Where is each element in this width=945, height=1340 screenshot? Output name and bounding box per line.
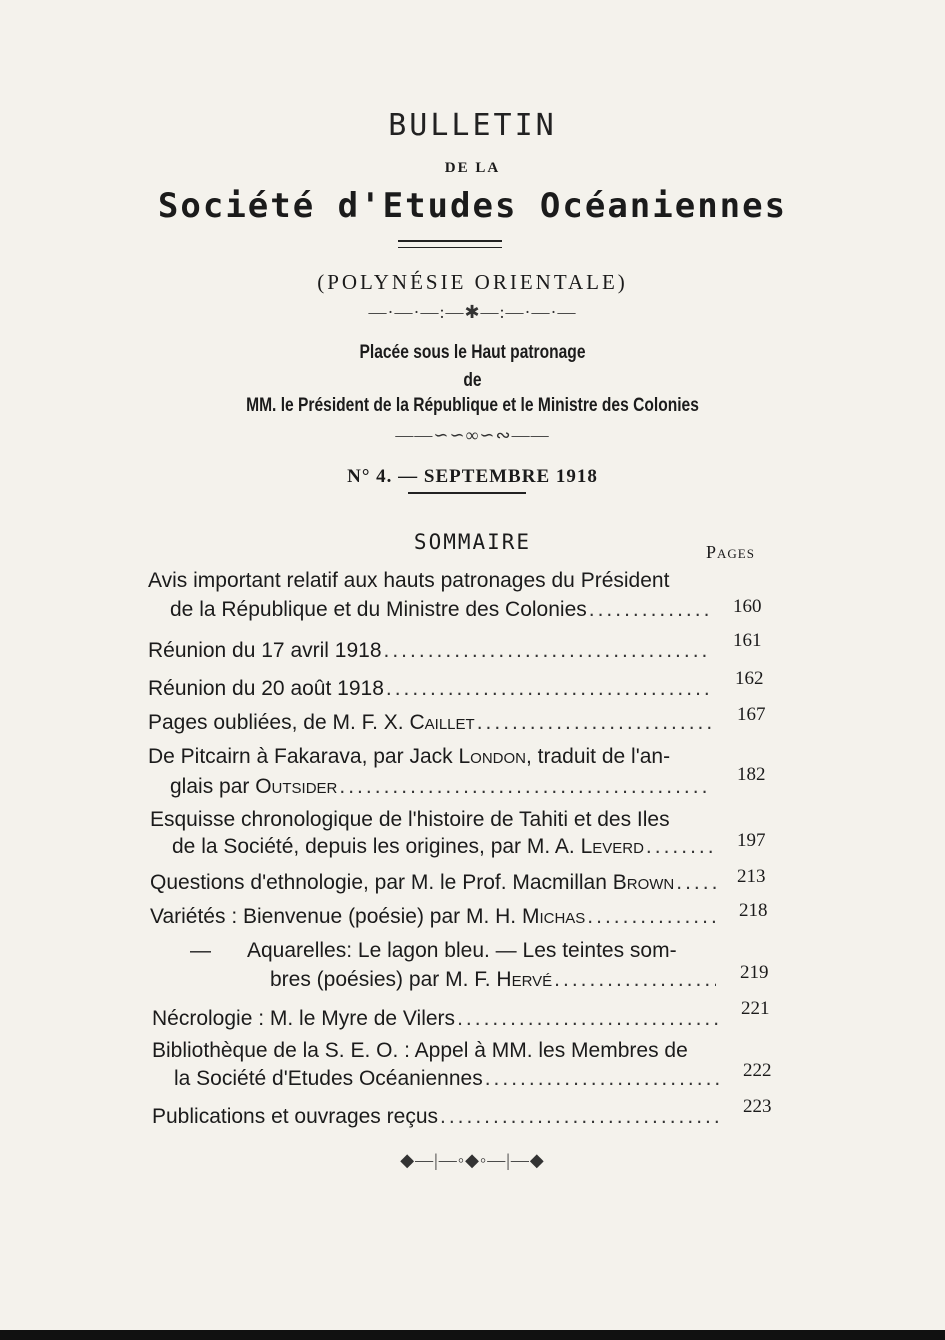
double-rule-divider <box>398 240 502 248</box>
toc-page-number: 182 <box>737 764 766 785</box>
toc-entry-text: la Société d'Etudes Océaniennes <box>174 1067 483 1090</box>
subtitle-region: (POLYNÉSIE ORIENTALE) <box>317 270 628 294</box>
toc-entry-text: Esquisse chronologique de l'histoire de Tahiti et des Iles <box>150 808 670 831</box>
toc-page-number: 223 <box>743 1096 772 1117</box>
toc-entry-7 <box>150 870 720 896</box>
bulletin-heading: BULLETIN <box>388 108 557 143</box>
patronage-line-1: Placée sous le Haut patronage <box>359 342 586 363</box>
toc-entry-9-line-1 <box>190 938 730 964</box>
toc-page-number: 162 <box>735 668 764 689</box>
toc-entry-text <box>270 967 552 993</box>
toc-entry-1-line-1 <box>148 568 713 594</box>
toc-page-number: 221 <box>741 998 770 1019</box>
toc-page-number: 160 <box>733 596 762 617</box>
toc-entry-text: Avis important relatif aux hauts patronages du Président <box>148 569 670 592</box>
toc-page-number: 197 <box>737 830 766 851</box>
dot-leader <box>477 710 712 736</box>
toc-ditto-dash: — <box>190 939 211 962</box>
toc-author: Caillet <box>409 711 475 734</box>
toc-author: Brown <box>612 871 675 894</box>
toc-entry-text: , traduit de l'an- <box>525 745 671 768</box>
toc-entry-5-line-1 <box>148 744 718 770</box>
dot-leader <box>554 967 716 993</box>
toc-entry-text-part: de la Société, depuis les origines, par M. A. <box>172 835 581 858</box>
toc-page-number: 219 <box>740 962 769 983</box>
toc-entry-text: Aquarelles: Le lagon bleu. — Les teintes som- <box>247 939 677 962</box>
toc-entry-11-line-2 <box>174 1066 720 1092</box>
patronage-line-3: MM. le Président de la République et le Ministre des Colonies <box>246 395 699 416</box>
toc-entry-10 <box>152 1006 718 1032</box>
toc-entry-text-part: glais par <box>170 775 256 798</box>
dot-leader <box>386 676 712 702</box>
toc-entry-text <box>170 774 337 800</box>
toc-author: Outsider <box>255 775 338 798</box>
toc-page-number: 167 <box>737 704 766 725</box>
toc-entry-4 <box>148 710 712 736</box>
dot-leader <box>457 1006 718 1032</box>
dot-leader <box>339 774 712 800</box>
toc-entry-text: de la République et du Ministre des Colonies <box>170 598 587 621</box>
toc-entry-6-line-1 <box>150 807 715 833</box>
toc-entry-9-line-2 <box>270 967 716 993</box>
toc-entry-1-line-2 <box>170 597 712 623</box>
dot-leader <box>589 597 712 623</box>
toc-entry-text <box>150 904 585 930</box>
society-title: Société d'Etudes Océaniennes <box>157 186 788 226</box>
toc-entry-2 <box>148 638 712 664</box>
toc-entry-text-part: Questions d'ethnologie, par M. le Prof. Macmillan <box>150 871 613 894</box>
toc-author: Michas <box>521 905 586 928</box>
toc-entry-text <box>172 834 644 860</box>
dot-leader <box>646 834 714 860</box>
dot-leader <box>676 870 720 896</box>
toc-entry-text: Réunion du 17 avril 1918 <box>148 639 382 662</box>
ornament-divider-bottom: ◆—|—◦◆◦—|—◆ <box>400 1150 545 1170</box>
scan-bottom-edge <box>0 1330 945 1340</box>
toc-entry-text-part: Variétés : Bienvenue (poésie) par M. H. <box>150 905 522 928</box>
pages-column-label: Pages <box>706 542 755 562</box>
toc-entry-text <box>150 870 674 896</box>
toc-entry-5-line-2 <box>170 774 712 800</box>
toc-entry-6-line-2 <box>172 834 714 860</box>
toc-entry-8 <box>150 904 716 930</box>
toc-page-number: 222 <box>743 1060 772 1081</box>
patronage-line-2: de <box>463 370 482 391</box>
toc-entry-11-line-1 <box>152 1038 727 1064</box>
dot-leader <box>384 638 712 664</box>
toc-page-number: 218 <box>739 900 768 921</box>
toc-entry-text: Nécrologie : M. le Myre de Vilers <box>152 1007 456 1030</box>
dot-leader <box>440 1104 720 1130</box>
issue-number: N° 4. — SEPTEMBRE 1918 <box>347 466 598 487</box>
toc-entry-3 <box>148 676 712 702</box>
toc-entry-text: Réunion du 20 août 1918 <box>148 677 384 700</box>
toc-entry-text-part: Pages oubliées, de M. F. X. <box>148 711 410 734</box>
toc-entry-text: De Pitcairn à Fakarava, par Jack <box>148 745 459 768</box>
summary-title: SOMMAIRE <box>413 530 532 554</box>
toc-page-number: 161 <box>733 630 762 651</box>
dot-leader <box>587 904 716 930</box>
toc-entry-text-part: bres (poésies) par M. F. <box>270 968 497 991</box>
ornament-divider-middle: ——∽∽∞∽∾—— <box>395 425 550 445</box>
toc-author: London <box>458 745 526 768</box>
issue-underline <box>408 492 526 494</box>
toc-author: Hervé <box>496 968 553 991</box>
toc-entry-12 <box>152 1104 720 1130</box>
toc-author: Leverd <box>580 835 644 858</box>
de-la-text: DE LA <box>444 160 501 176</box>
toc-entry-text: Bibliothèque de la S. E. O. : Appel à MM. les Membres de <box>152 1039 688 1062</box>
dot-leader <box>485 1066 720 1092</box>
toc-entry-text <box>148 710 475 736</box>
toc-entry-text: Publications et ouvrages reçus <box>152 1105 438 1128</box>
toc-page-number: 213 <box>737 866 766 887</box>
ornament-divider-top: —·—·—:—✱—:—·—·— <box>368 302 577 322</box>
